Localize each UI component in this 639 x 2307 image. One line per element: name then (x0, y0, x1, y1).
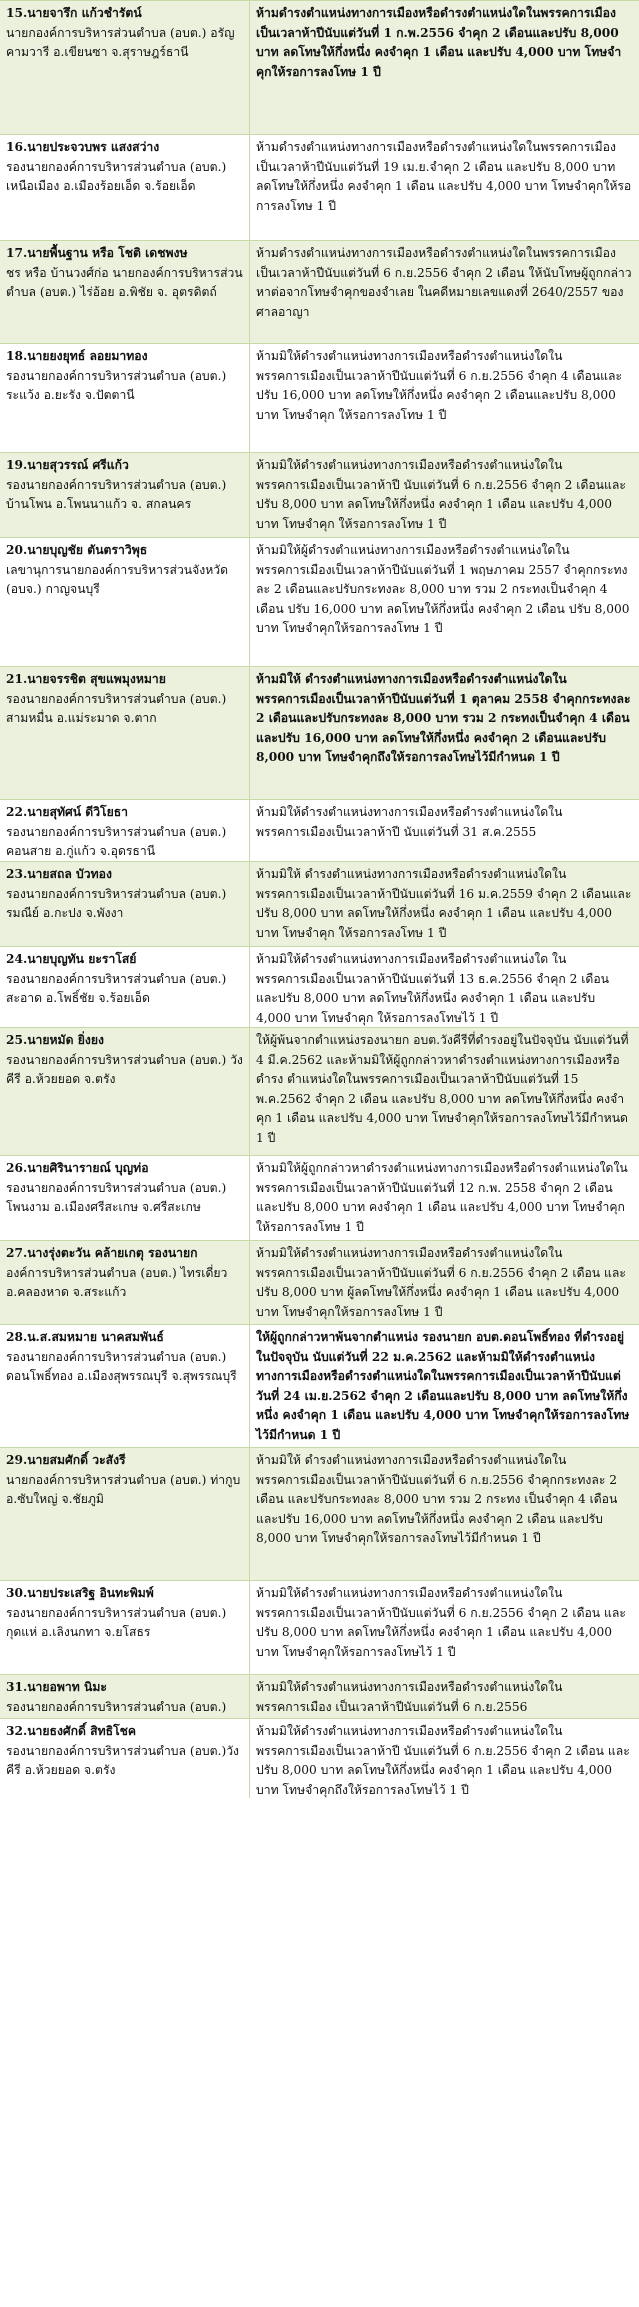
person-name: 26.นายศิรินารายณ์ บุญท่อ (6, 1161, 149, 1175)
person-position: นายกองค์การบริหารส่วนตำบล (อบต.) ท่ากูบ อ.ซับใหญ่ จ.ชัยภูมิ (6, 1472, 241, 1506)
person-position: รองนายกองค์การบริหารส่วนตำบล (อบต.) คอนสาย อ.กู่แก้ว จ.อุดรธานี (6, 824, 227, 858)
person-name: 17.นายพื้นฐาน หรือ โชติ เดชพงษ (6, 246, 188, 260)
person-position: รองนายกองค์การบริหารส่วนตำบล (อบต.) วังคีรี อ.ห้วยยอด จ.ตรัง (6, 1052, 243, 1086)
penalty-detail: ห้ามมิให้ผู้ดำรงตำแหน่งทางการเมืองหรือดำรงตำแหน่งใดในพรรคการเมืองเป็นเวลาห้าปีนับแต่วันที่ 1 พฤษภาคม 2557 จำคุกกระทงละ 2 เดือนและปรับกระทงละ 8,000 บาท รวม 2 กระทงเป็นจำคุก 4 เดือน ปรับ 16,000 บาท ลดโทษให้กึ่งหนึ่ง คงจำคุก 2 เดือน ปรับ 8,000 บาท โทษจำคุกให้รอการลงโทษ 1 ปี (256, 543, 630, 635)
person-cell (0, 135, 250, 240)
person-position: เลขานุการนายกองค์การบริหารส่วนจังหวัด (อบจ.) กาญจนบุรี (6, 562, 228, 596)
table-row (0, 240, 639, 343)
person-name: 30.นายประเสริฐ อินทะพิมพ์ (6, 1586, 154, 1600)
person-name: 18.นายยงยุทธ์ ลอยมาทอง (6, 349, 148, 363)
table-row (0, 1240, 639, 1324)
table-row (0, 946, 639, 1027)
person-name: 32.นายธงศักดิ์ สิทธิโชค (6, 1724, 137, 1738)
person-position: รองนายกองค์การบริหารส่วนตำบล (อบต.)วังคีรี อ.ห้วยยอด จ.ตรัง (6, 1743, 240, 1777)
person-position: รองนายกองค์การบริหารส่วนตำบล (อบต.) (6, 1699, 227, 1714)
penalty-detail: ห้ามมิให้ดำรงตำแหน่งทางการเมืองหรือดำรงตำแหน่งใดในพรรคการเมืองเป็นเวลาห้าปีนับแต่วันที่ 6 ก.ย.2556 จำคุก 2 เดือน และปรับ 8,000 บาท ลดโทษให้กึ่งหนึ่ง คงจำคุก 1 เดือน และปรับ 4,000 บาท โทษจำคุกให้รอการลงโทษไว้ 1 ปี (256, 1586, 626, 1659)
table-row (0, 1718, 639, 1798)
penalty-detail: ให้ผู้ถูกกล่าวหาพ้นจากตำแหน่ง รองนายก อบต.ดอนโพธิ์ทอง ที่ดำรงอยู่ในปัจจุบัน นับแต่วันที่ 22 ม.ค.2562 และห้ามมิให้ดำรงตำแหน่งทางการเมืองหรือดำรงตำแหน่งใดในพรรคการเมืองเป็นเวลาห้าปีนับแต่วันที่ 24 เม.ย.2562 จำคุก 2 เดือนและปรับ 8,000 บาท ลดโทษให้กึ่งหนึ่ง คงจำคุก 1 เดือน และปรับ 4,000 บาท โทษจำคุกให้รอการลงโทษไว้มีกำหนด 1 ปี (256, 1330, 630, 1442)
person-cell (0, 1581, 250, 1674)
person-cell (0, 1719, 250, 1798)
penalty-detail: ห้ามดำรงตำแหน่งทางการเมืองหรือดำรงตำแหน่งใดในพรรคการเมืองเป็นเวลาห้าปีนับแต่วันที่ 1 ก.พ.2556 จำคุก 2 เดือนและปรับ 8,000 บาท ลดโทษให้กึ่งหนึ่ง คงจำคุก 1 เดือน และปรับ 4,000 บาท โทษจำคุกให้รอการลงโทษ 1 ปี (256, 6, 622, 79)
person-cell (0, 1448, 250, 1580)
table-row (0, 343, 639, 452)
person-position: รองนายกองค์การบริหารส่วนตำบล (อบต.) โพนงาม อ.เมืองศรีสะเกษ จ.ศรีสะเกษ (6, 1180, 227, 1214)
table-row (0, 1447, 639, 1580)
person-cell (0, 453, 250, 537)
person-name: 29.นายสมศักดิ์ วะสังรี (6, 1453, 126, 1467)
penalty-detail: ห้ามมิให้ดำรงตำแหน่งทางการเมืองหรือดำรงตำแหน่งใด ในพรรคการเมืองเป็นเวลาห้าปีนับแต่วันที่ 13 ธ.ค.2556 จำคุก 2 เดือน และปรับ 8,000 บาท ลดโทษให้กึ่งหนึ่ง คงจำคุก 1 เดือน และปรับ 4,000 บาท โทษจำคุก ให้รอการลงโทษไว้ 1 ปี (256, 952, 609, 1025)
person-name: 28.น.ส.สมหมาย นาคสมพันธ์ (6, 1330, 164, 1344)
person-name: 24.นายบุญทัน ยะราโสย์ (6, 952, 137, 966)
penalty-detail: ห้ามดำรงตำแหน่งทางการเมืองหรือดำรงตำแหน่งใดในพรรคการเมืองเป็นเวลาห้าปีนับแต่วันที่ 19 เม.ย.จำคุก 2 เดือน และปรับ 8,000 บาท ลดโทษให้กึ่งหนึ่ง คงจำคุก 1 เดือน และปรับ 4,000 บาท โทษจำคุกให้รอการลงโทษ 1 ปี (256, 140, 632, 213)
penalty-detail: ห้ามมิให้ดำรงตำแหน่งทางการเมืองหรือดำรงตำแหน่งใดในพรรคการเมืองเป็นเวลาห้าปีนับแต่วันที่ 6 ก.ย.2556 จำคุก 2 เดือน และปรับ 8,000 บาท ผู้ลดโทษให้กึ่งหนึ่ง คงจำคุก 1 เดือน และปรับ 4,000 บาท โทษจำคุกให้รอการลงโทษ 1 ปี (256, 1246, 626, 1319)
person-position: รองนายกองค์การบริหารส่วนตำบล (อบต.) กุดแห่ อ.เลิงนกทา จ.ยโสธร (6, 1605, 227, 1639)
person-name: 27.นางรุ่งตะวัน คล้ายเกตุ รองนายก (6, 1246, 198, 1260)
person-name: 16.นายประจวบพร แสงสว่าง (6, 140, 160, 154)
person-cell (0, 1028, 250, 1155)
person-cell (0, 800, 250, 861)
table-row (0, 0, 639, 134)
penalty-detail: ห้ามมิให้ ดำรงตำแหน่งทางการเมืองหรือดำรงตำแหน่งใดในพรรคการเมืองเป็นเวลาห้าปีนับแต่วันที่ 1 ตุลาคม 2558 จำคุกกระทงละ 2 เดือนและปรับกระทงละ 8,000 บาท รวม 2 กระทงเป็นจำคุก 4 เดือนและปรับ 16,000 บาท ลดโทษให้กึ่งหนึ่ง คงจำคุก 2 เดือนและปรับ 8,000 บาท โทษจำคุกถึงให้รอการลงโทษไว้มีกำหนด 1 ปี (256, 672, 631, 764)
penalty-detail: ห้ามมิให้ผู้ถูกกล่าวหาดำรงตำแหน่งทางการเมืองหรือดำรงตำแหน่งใดในพรรคการเมืองเป็นเวลาห้าปีนับแต่วันที่ 12 ก.พ. 2558 จำคุก 2 เดือน และปรับ 8,000 บาท คงจำคุก 1 เดือน และปรับ 4,000 บาท โทษจำคุก ให้รอการลงโทษ 1 ปี (256, 1161, 628, 1234)
person-position: รองนายกองค์การบริหารส่วนตำบล (อบต.) สะอาด อ.โพธิ์ชัย จ.ร้อยเอ็ด (6, 971, 227, 1005)
person-position: รองนายกองค์การบริหารส่วนตำบล (อบต.) รมณีย์ อ.กะปง จ.พังงา (6, 886, 227, 920)
person-position: ชร หรือ บ้านวงศ์ก่อ นายกองค์การบริหารส่วนตำบล (อบต.) ไร่อ้อย อ.พิชัย จ. อุตรดิตถ์ (6, 265, 243, 299)
person-cell (0, 1156, 250, 1240)
person-cell (0, 947, 250, 1027)
person-cell (0, 862, 250, 946)
person-name: 31.นายอพาท นิมะ (6, 1680, 107, 1694)
person-position: นายกองค์การบริหารส่วนตำบล (อบต.) อรัญคามวารี อ.เขียนซา จ.สุราษฎร์ธานี (6, 25, 235, 59)
table-row (0, 1674, 639, 1718)
penalty-detail: ห้ามมิให้ดำรงตำแหน่งทางการเมืองหรือดำรงตำแหน่งใดในพรรคการเมือง เป็นเวลาห้าปีนับแต่วันที่ 6 ก.ย.2556 (256, 1680, 563, 1714)
person-position: รองนายกองค์การบริหารส่วนตำบล (อบต.) บ้านโพน อ.โพนนาแก้ว จ. สกลนคร (6, 477, 227, 511)
table-row (0, 1324, 639, 1447)
penalty-detail: ห้ามมิให้ ดำรงตำแหน่งทางการเมืองหรือดำรงตำแหน่งใดในพรรคการเมืองเป็นเวลาห้าปีนับแต่วันที่ 16 ม.ค.2559 จำคุก 2 เดือนและปรับ 8,000 บาท ลดโทษให้กึ่งหนึ่ง คงจำคุก 1 เดือน และปรับ 4,000 บาท โทษจำคุก ให้รอการลงโทษ 1 ปี (256, 867, 632, 940)
person-position: รองนายกองค์การบริหารส่วนตำบล (อบต.) สามหมื่น อ.แม่ระมาด จ.ตาก (6, 691, 227, 725)
table-row (0, 861, 639, 946)
person-position: องค์การบริหารส่วนตำบล (อบต.) ไทรเดี่ยว อ.คลองหาด จ.สระแก้ว (6, 1265, 228, 1299)
person-name: 22.นายสุทัศน์ ดีวิโยธา (6, 805, 129, 819)
person-position: รองนายกองค์การบริหารส่วนตำบล (อบต.) ระแว้ง อ.ยะรัง จ.ปัตตานี (6, 368, 227, 402)
table-row (0, 537, 639, 666)
table-row (0, 666, 639, 799)
table-row (0, 452, 639, 537)
person-cell (0, 344, 250, 452)
person-cell (0, 1241, 250, 1324)
person-name: 19.นายสุวรรณ์ ศรีแก้ว (6, 458, 129, 472)
penalty-detail: ห้ามมิให้ดำรงตำแหน่งทางการเมืองหรือดำรงตำแหน่งใดในพรรคการเมืองเป็นเวลาห้าปี นับแต่วันที่ 6 ก.ย.2556 จำคุก 2 เดือนและปรับ 8,000 บาท ลดโทษให้กึ่งหนึ่ง คงจำคุก 1 เดือน และปรับ 4,000 บาท โทษจำคุก ให้รอการลงโทษ 1 ปี (256, 458, 626, 531)
table-row (0, 1155, 639, 1240)
table-row (0, 799, 639, 861)
table-row (0, 134, 639, 240)
table-row (0, 1027, 639, 1155)
table-row (0, 1580, 639, 1674)
person-name: 21.นายจรรชิต สุขแพมุงหมาย (6, 672, 166, 686)
person-name: 15.นายจารึก แก้วชำรัตน์ (6, 6, 142, 20)
person-cell (0, 241, 250, 343)
penalty-detail: ให้ผู้พ้นจากตำแหน่งรองนายก อบต.วังคีรีที่ดำรงอยู่ในปัจจุบัน นับแต่วันที่ 4 มี.ค.2562 และห้ามมิให้ผู้ถูกกล่าวหาดำรงตำแหน่งทางการเมืองหรือดำรง ตำแหน่งใดในพรรคการเมืองเป็นเวลาห้าปีนับแต่วันที่ 15 พ.ค.2562 จำคุก 2 เดือน และปรับ 8,000 บาท ลดโทษให้กึ่งหนึ่ง คงจำคุก 1 เดือน และปรับ 4,000 บาท โทษจำคุกให้รอการลงโทษไว้มีกำหนด 1 ปี (256, 1033, 629, 1145)
person-name: 25.นายหมัด ยิ่งยง (6, 1033, 104, 1047)
person-name: 20.นายบุญชัย ตันตราวิพุธ (6, 543, 148, 557)
person-cell (0, 538, 250, 666)
penalty-detail: ห้ามมิให้ดำรงตำแหน่งทางการเมืองหรือดำรงตำแหน่งใดในพรรคการเมืองเป็นเวลาห้าปีนับแต่วันที่ 6 ก.ย.2556 จำคุก 4 เดือนและปรับ 16,000 บาท ลดโทษให้กึ่งหนึ่ง คงจำคุก 2 เดือนและปรับ 8,000 บาท โทษจำคุก ให้รอการลงโทษ 1 ปี (256, 349, 623, 422)
person-cell (0, 1, 250, 134)
person-cell (0, 667, 250, 799)
penalty-detail: ห้ามมิให้ดำรงตำแหน่งทางการเมืองหรือดำรงตำแหน่งใดในพรรคการเมืองเป็นเวลาห้าปี นับแต่วันที่ 31 ส.ค.2555 (256, 805, 563, 839)
person-cell (0, 1325, 250, 1447)
penalty-detail: ห้ามมิให้ดำรงตำแหน่งทางการเมืองหรือดำรงตำแหน่งใดในพรรคการเมืองเป็นเวลาห้าปี นับแต่วันที่ 6 ก.ย.2556 จำคุก 2 เดือน และปรับ 8,000 บาท ลดโทษให้กึ่งหนึ่ง คงจำคุก 1 เดือน และปรับ 4,000 บาท โทษจำคุกถึงให้รอการลงโทษไว้ 1 ปี (256, 1724, 630, 1797)
penalty-detail: ห้ามดำรงตำแหน่งทางการเมืองหรือดำรงตำแหน่งใดในพรรคการเมืองเป็นเวลาห้าปีนับแต่วันที่ 6 ก.ย.2556 จำคุก 2 เดือน ให้นับโทษผู้ถูกกล่าวหาต่อจากโทษจำคุกของจำเลย ในคดีหมายเลขแดงที่ 2640/2557 ของศาลอาญา (256, 246, 632, 319)
penalty-detail: ห้ามมิให้ ดำรงตำแหน่งทางการเมืองหรือดำรงตำแหน่งใดในพรรคการเมืองเป็นเวลาห้าปีนับแต่วันที่ 6 ก.ย.2556 จำคุกกระทงละ 2 เดือน และปรับกระทงละ 8,000 บาท รวม 2 กระทง เป็นจำคุก 4 เดือนและปรับ 16,000 บาท ลดโทษให้กึ่งหนึ่ง คงจำคุก 2 เดือน และปรับ 8,000 บาท โทษจำคุกให้รอการลงโทษไว้มีกำหนด 1 ปี (256, 1453, 618, 1545)
person-position: รองนายกองค์การบริหารส่วนตำบล (อบต.) เหนือเมือง อ.เมืองร้อยเอ็ด จ.ร้อยเอ็ด (6, 159, 227, 193)
person-cell (0, 1675, 250, 1718)
person-name: 23.นายสถล บัวทอง (6, 867, 112, 881)
person-position: รองนายกองค์การบริหารส่วนตำบล (อบต.) ดอนโพธิ์ทอง อ.เมืองสุพรรณบุรี จ.สุพรรณบุรี (6, 1349, 237, 1383)
